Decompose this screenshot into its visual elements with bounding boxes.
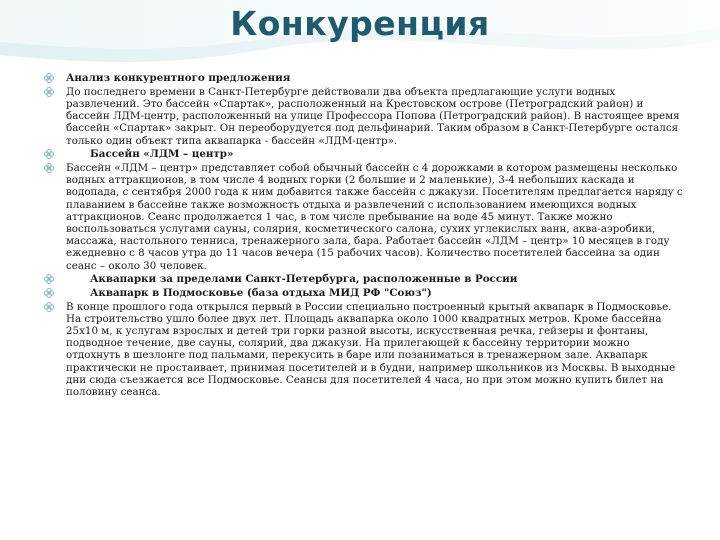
heading-aquaparks-russia: Аквапарки за пределами Санкт-Петербурга, расположенные в России	[90, 273, 518, 286]
flower-bullet-icon	[44, 288, 54, 298]
paragraph-ldm-description: Бассейн «ЛДМ – центр» представляет собой обычный бассейн с 4 дорожками в котором размещены несколько водных аттракционов, в том числе 4 водных горки (2 большие и 2 маленькие), 3-4 небольших каскада и водопада, с сентября 2000 года к ним добавится также бассейн с джакузи. Посетителям предлагается наряду с плаванием в бассейне также возможность отдыха и развлечений с использованием имеющихся водных аттракционов. Сеанс продолжается 1 час, в том числе пребывание на воде 45 минут. Также можно воспользоваться услугами сауны, солярия, косметического салона, сухих углекислых ванн, аква-аэробики, массажа, настольного тенниса, тренажерного зала, бара. Работает бассейн «ЛДМ – центр» 10 месяцев в году ежедневно с 8 часов утра до 11 часов вечера (15 рабочих часов). Количество посетителей бассейна за один сеанс – около 30 человек.	[66, 161, 683, 272]
flower-bullet-icon	[44, 73, 54, 83]
slide-body	[44, 72, 684, 400]
paragraph-overview: До последнего времени в Санкт-Петербурге действовали два объекта предлагающие услуги водных развлечений. Это бассейн «Спартак», расположенный на Крестовском острове (Петроградский район) и бассейн ЛДМ-центр, расположенный на улице Профессора Попова (Петроградский район). В настоящее время бассейн «Спартак» закрыт. Он переоборудуется под дельфинарий. Таким образом в Санкт-Петербурге остался только один объект типа аквапарка - бассейн «ЛДМ-центр».	[66, 85, 680, 147]
heading-ldm-center: Бассейн «ЛДМ – центр»	[90, 148, 234, 161]
list-item	[44, 72, 684, 84]
list-item	[44, 148, 684, 160]
list-item	[44, 301, 684, 399]
list-item	[44, 86, 684, 147]
list-item	[44, 287, 684, 299]
heading-aquapark-podmoskovie: Аквапарк в Подмосковье (база отдыха МИД РФ "Союз")	[90, 286, 432, 299]
flower-bullet-icon	[44, 163, 54, 173]
flower-bullet-icon	[44, 149, 54, 159]
list-item	[44, 273, 684, 285]
heading-competition-analysis: Анализ конкурентного предложения	[66, 72, 291, 84]
paragraph-podmoskovie-description: В конце прошлого года открылся первый в России специально построенный крытый аквапарк в Подмосковье. На строительство ушло более двух лет. Площадь аквапарка около 1000 квадратных метров. Кроме бассейна 25х10 м, к услугам взрослых и детей три горки разной высоты, искусственная речка, гейзеры и фонтаны, подводное течение, две сауны, солярий, два джакузи. На прилегающей к бассейну территории можно отдохнуть в шезлонге под пальмами, перекусить в баре или позаниматься в тренажерном зале. Аквапарк практически не простаивает, принимая посетителей и в будни, например школьников из Москвы. В выходные дни сюда съезжается все Подмосковье. Сеансы для посетителей 4 часа, но при этом можно купить билет на половину сеанса.	[66, 300, 676, 399]
list-item	[44, 162, 684, 272]
slide-title: Конкуренция	[230, 4, 490, 43]
flower-bullet-icon	[44, 274, 54, 284]
flower-bullet-icon	[44, 302, 54, 312]
flower-bullet-icon	[44, 87, 54, 97]
